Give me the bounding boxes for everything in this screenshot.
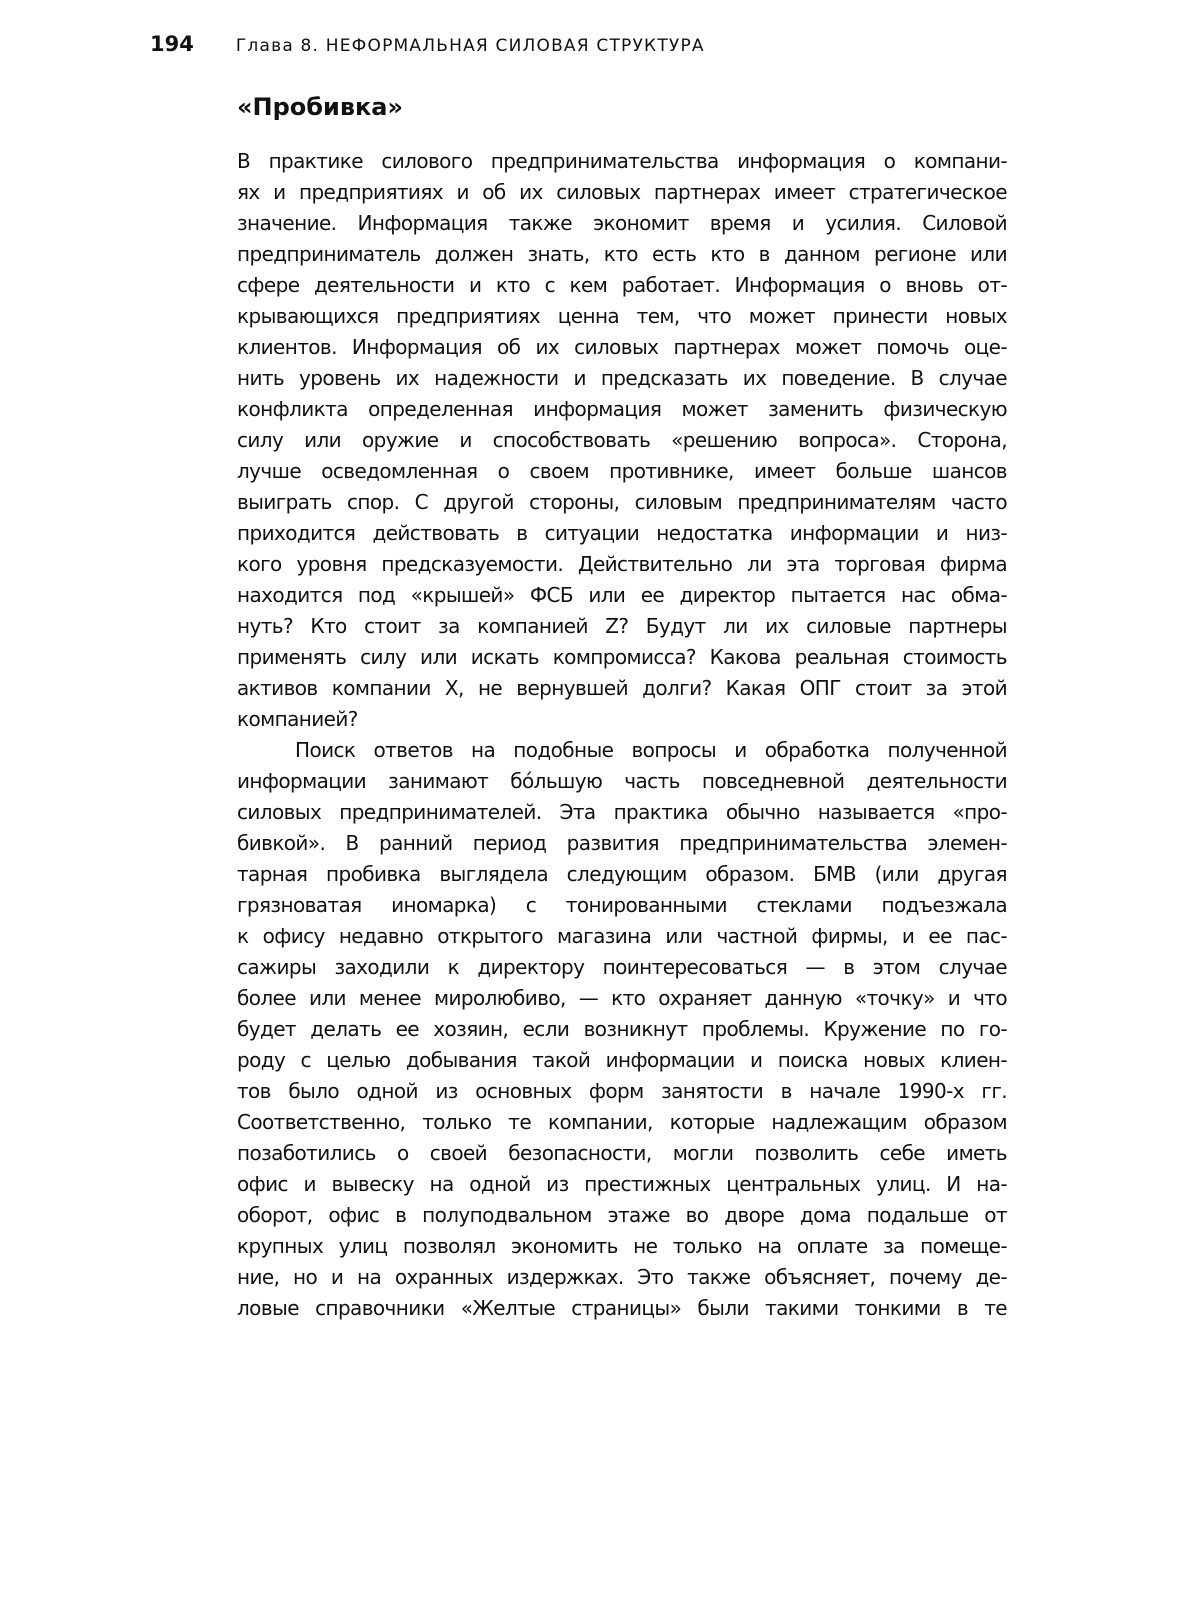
text-line: Поиск ответов на подобные вопросы и обработка полученной [295, 738, 1007, 762]
text-line: информации занимают бóльшую часть повседневной деятельности [237, 769, 1007, 793]
text-line: к офису недавно открытого магазина или частной фирмы, и ее пас- [237, 924, 1007, 948]
text-line: находится под «крышей» ФСБ или ее директор пытается нас обма- [237, 583, 1007, 607]
text-line: офис и вывеску на одной из престижных центральных улиц. И на- [237, 1172, 1007, 1196]
text-line: кого уровня предсказуемости. Действительно ли эта торговая фирма [237, 552, 1007, 576]
text-line: ях и предприятиях и об их силовых партнерах имеет стратегическое [237, 180, 1007, 204]
page-number: 194 [150, 32, 194, 56]
text-line: Соответственно, только те компании, которые надлежащим образом [237, 1110, 1007, 1134]
text-line: лучше осведомленная о своем противнике, имеет больше шансов [237, 459, 1007, 483]
paragraph-2 [237, 735, 1007, 1324]
text-line: силу или оружие и способствовать «решению вопроса». Сторона, [237, 428, 1007, 452]
text-line: тов было одной из основных форм занятости в начале 1990-х гг. [237, 1079, 1007, 1103]
text-line: нуть? Кто стоит за компанией Z? Будут ли их силовые партнеры [237, 614, 1007, 638]
text-line: будет делать ее хозяин, если возникнут проблемы. Кружение по го- [237, 1017, 1007, 1041]
text-line: позаботились о своей безопасности, могли позволить себе иметь [237, 1141, 1007, 1165]
text-line: более или менее миролюбиво, — кто охраняет данную «точку» и что [237, 986, 1007, 1010]
text-line: приходится действовать в ситуации недостатка информации и низ- [237, 521, 1007, 545]
text-line: компанией? [237, 707, 358, 731]
text-line: грязноватая иномарка) с тонированными стеклами подъезжала [237, 893, 1007, 917]
text-line: бивкой». В ранний период развития предпринимательства элемен- [237, 831, 1007, 855]
chapter-title: Глава 8. НЕФОРМАЛЬНАЯ СИЛОВАЯ СТРУКТУРА [235, 36, 705, 56]
text-line: тарная пробивка выглядела следующим образом. БМВ (или другая [237, 862, 1007, 886]
running-header [150, 32, 705, 64]
text-line: В практике силового предпринимательства информация о компани- [237, 149, 1007, 173]
text-line: значение. Информация также экономит время и усилия. Силовой [237, 211, 1007, 235]
text-line: ловые справочники «Желтые страницы» были такими тонкими в те [237, 1296, 1007, 1320]
text-line: крывающихся предприятиях ценна тем, что может принести новых [237, 304, 1007, 328]
section-title: «Пробивка» [237, 93, 404, 121]
text-line: клиентов. Информация об их силовых партнерах может помочь оце- [237, 335, 1007, 359]
text-line: применять силу или искать компромисса? Какова реальная стоимость [237, 645, 1007, 669]
text-line: конфликта определенная информация может заменить физическую [237, 397, 1007, 421]
text-line: роду с целью добывания такой информации и поиска новых клиен- [237, 1048, 1007, 1072]
text-line: нить уровень их надежности и предсказать их поведение. В случае [237, 366, 1007, 390]
text-line: крупных улиц позволял экономить не только на оплате за помеще- [237, 1234, 1007, 1258]
text-line: предприниматель должен знать, кто есть кто в данном регионе или [237, 242, 1007, 266]
paragraph-1 [237, 146, 1007, 735]
text-line: ние, но и на охранных издержках. Это также объясняет, почему де- [237, 1265, 1007, 1289]
text-line: оборот, офис в полуподвальном этаже во дворе дома подальше от [237, 1203, 1007, 1227]
text-line: сфере деятельности и кто с кем работает. Информация о вновь от- [237, 273, 1007, 297]
text-line: выиграть спор. С другой стороны, силовым предпринимателям часто [237, 490, 1007, 514]
body-text [237, 146, 1007, 1324]
text-line: активов компании X, не вернувшей долги? Какая ОПГ стоит за этой [237, 676, 1007, 700]
text-line: силовых предпринимателей. Эта практика обычно называется «про- [237, 800, 1007, 824]
text-line: сажиры заходили к директору поинтересоваться — в этом случае [237, 955, 1007, 979]
